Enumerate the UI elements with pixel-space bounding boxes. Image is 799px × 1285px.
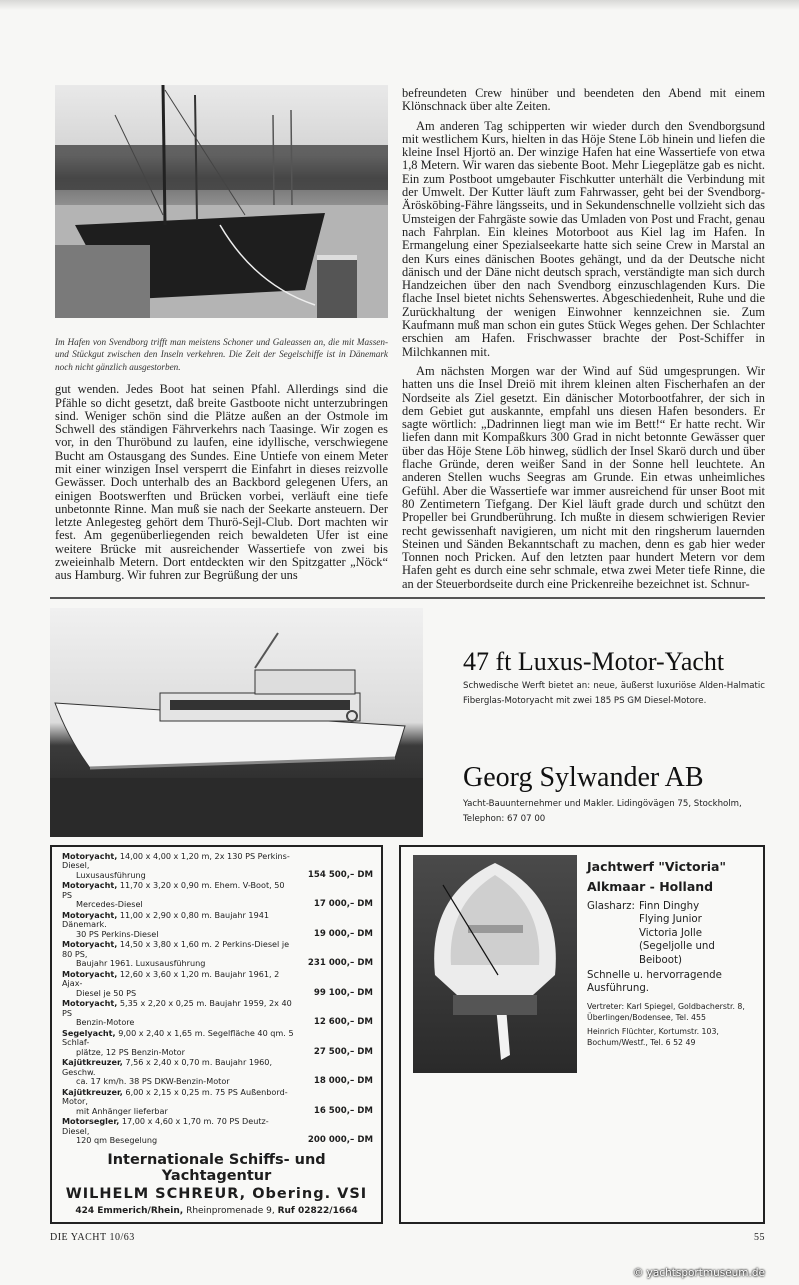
agency-name: Internationale Schiffs- und Yachtagentur [107, 1151, 326, 1184]
representative-1: Vertreter: Karl Spiegel, Goldbacherstr. 8, Überlingen/Bodensee, Tel. 455 [587, 1001, 745, 1023]
article-left-area [50, 85, 388, 583]
dinghy-photo [413, 855, 577, 1073]
glasharz-label: Glasharz: [587, 900, 635, 912]
listing-row [62, 1117, 373, 1146]
watermark: © yachtsportmuseum.de [632, 1266, 765, 1279]
listing-type: Motoryacht, [62, 880, 118, 891]
glasharz-row [587, 900, 753, 967]
listing-specs-cont: mit Anhänger lieferbar [76, 1105, 168, 1116]
listing-specs: 14,00 x 4,00 x 1,20 m, 2x 130 PS Perkins-Diesel, [62, 850, 290, 871]
listing-specs-cont: ca. 17 km/h. 38 PS DKW-Benzin-Motor [76, 1076, 230, 1087]
listing-row [62, 999, 373, 1028]
scan-edge [0, 0, 799, 10]
listing-specs-cont: Benzin-Motore [76, 1017, 135, 1028]
phone-line: Telephon: 67 07 00 [463, 813, 546, 824]
listing-row [62, 1029, 373, 1058]
article-right-column [402, 87, 765, 591]
paragraph: befreundeten Crew hinüber und beendeten den Abend mit einem Klönschnack über alte Zeiten. [402, 86, 765, 114]
listing-price: 200 000,– DM [307, 1135, 373, 1146]
listing-price: 17 000,– DM [313, 899, 373, 910]
listing-description [62, 1029, 301, 1058]
paragraph: Am nächsten Morgen war der Wind auf Süd umgesprungen. Wir hatten uns die Insel Dreiö mit ihrem kleinen alten Fischerhafen an der Nordseite als Ziel gesetzt. Ein dänischer Motorbootfahrer, der sich in dem Gebiet gut auskannte, empfahl uns diesen Hafen besonders. Er sagte wörtlich: „Dadrinnen liegt man wie im Bett!“ Er hatte recht. Wir liefen dann mit Kompaßkurs 300 Grad in nicht betonnte Gewässer quer über das Höje Stene Löb hinweg, südlich der Insel Skarö durch und über flache Gründe, deren weißer Sand in der Sonne hell leuchtete. An anderen Stellen wuchs Seegras am Grunde. Ein etwas unheimliches Gefühl. Aber die Wassertiefe war immer ausreichend für unser Boot mit 80 Zentimetern Tiefgang. Der Kiel läuft grade durch und schützt den Propeller bei Grundberührung. Ich mußte in diesem schwierigen Revier recht gewissenhaft navigieren, um nicht mit den ringsherum lauernden Steinen und Sänden Bekanntschaft zu machen, denn es gab hier weder Tonnen noch Pricken. Auf den letzten paar hundert Metern vor dem Hafen geht es durch eine sehr schmale, etwa zwei Meter tiefe Rinne, die an der Steuerbordseite durch eine Prickenreihe bezeichnet ist. Schnur- [402, 363, 765, 591]
listing-specs: 14,50 x 3,80 x 1,60 m. 2 Perkins-Diesel je 80 PS, [62, 939, 290, 959]
victoria-ad [399, 845, 765, 1224]
representative-2: Heinrich Flüchter, Kortumstr. 103, Bochum/Westf., Tel. 6 52 49 [587, 1026, 719, 1048]
listing-description [62, 911, 301, 940]
article [50, 85, 765, 591]
product-item: Victoria Jolle [638, 927, 703, 939]
listing-price: 27 500,– DM [313, 1046, 373, 1057]
paragraph: gut wenden. Jedes Boot hat seinen Pfahl. Allerdings sind die Pfähle so dicht gesetzt, daß breite Gastboote nicht unterzubringen sind. Weniger schön sind die Plätze außen an der Ostmole im Schwell des ständigen Fährverkehrs nach Taasinge. Wir zogen es vor, in den Thuröbund zu laufen, eine idyllische, verschwiegene Bucht am Ostausgang des Sundes. Eine Untiefe von einem Meter mit einer winzigen Insel versperrt die Einfahrt in dieses reizvolle Gewässer. Doch unterhalb des an Backbord gelegenen Ufers, an einigen Bootswerften und Brücken vorbei, verläuft eine tiefe unbetonnte Rinne. Man muß sie nach der Seekarte ansteuern. Der letzte Anlegesteg gehört dem Thurö-Sejl-Club. Dort machten wir fest. Am gegenüberliegenden reich bewaldeten Ufer ist eine weitere Brücke mit ausreichender Wassertiefe von zwei bis zweieinhalb Metern. Dort entdeckten wir den Spitzgatter „Nöck“ aus Hamburg. Wir fuhren zur Begrüßung der uns [55, 382, 388, 583]
listing-row [62, 970, 373, 999]
sylwander-ad-text [463, 608, 765, 827]
listing-description [62, 970, 301, 999]
paragraph: Am anderen Tag schipperten wir wieder durch den Svendborgsund mit westlichem Kurs, hielten in das Höje Stene Löb hinein und liefen die kleine Insel Hjortö an. Der winzige Hafen hat eine Wassertiefe von etwa 1,8 Metern. Wir waren das siebente Boot. Mehr Liegeplätze gab es nicht. Ein zum Postboot umgebauter Fischkutter unterhält die Verbindung mit der Umwelt. Der Kutter läuft zum Fahrwasser, geht bei der Svendborg-Äröskōbing-Fähre längsseits, und in Sekundenschnelle vollzieht sich das Umsteigen der Fahrgäste sowie das Umladen von Post und Fracht, genau nach Fahrplan. Ein kleines Motorboot aus Kiel lag im Hafen. In Ermangelung einer Spezialseekarte hatte sich seine Crew in Marstal an den Kurs eines dänischen Bootes gehängt, und da der Deutsche nicht dänisch und der Däne nicht deutsch sprach, verständigte man sich durch Handzeichen über den nach Svendborg einzuschlagenden Kurs. Die flache Insel bietet nichts Sehenswertes. Abgeschiedenheit, Ruhe und die Zurückhaltung der wenigen Einwohner kennzeichnen sie. Zum Kaufmann muß man schon ein gutes Stück Weges gehen. Der Schlachter erschien am Hafen. Frischwasser brachte der Post-Schiffer in Milchkannen mit. [402, 118, 765, 359]
listing-specs: 7,56 x 2,40 x 0,70 m. Baujahr 1960, Geschw. [62, 1057, 273, 1077]
listing-row [62, 881, 373, 910]
listing-specs: 11,00 x 2,90 x 0,80 m. Baujahr 1941 Dänemark. [62, 909, 270, 930]
listing-specs-cont: Diesel je 50 PS [76, 987, 137, 998]
article-left-column [55, 383, 388, 582]
product-item: (Segeljolle und [638, 941, 715, 953]
schreur-ad [50, 845, 383, 1224]
listing-row [62, 1088, 373, 1117]
listing-price: 12 600,– DM [313, 1017, 373, 1028]
listing-type: Motorsegler, [62, 1116, 120, 1127]
ad-headline: 47 ft Luxus-Motor-Yacht [463, 646, 725, 676]
listing-description [62, 999, 301, 1028]
listing-description [62, 940, 301, 969]
listing-description [62, 1117, 301, 1146]
product-item: Finn Dinghy [638, 900, 700, 912]
address-city: 424 Emmerich/Rhein, [75, 1205, 184, 1216]
listing-type: Motoryacht, [62, 850, 118, 861]
listing-type: Kajütkreuzer, [62, 1057, 123, 1068]
listing-specs-cont: 120 qm Besegelung [76, 1135, 158, 1146]
listing-row [62, 852, 373, 881]
listing-description [62, 852, 301, 881]
victoria-ad-text [587, 855, 753, 1216]
ad-description: Schwedische Werft bietet an: neue, äußerst luxuriöse Alden-Halmatic Fiberglas-Motoryacht mit zwei 185 PS GM Diesel-Motore. [463, 681, 765, 707]
sylwander-ad [50, 608, 765, 837]
listing-specs: 17,00 x 4,60 x 1,70 m. 70 PS Deutz-Diesel, [62, 1116, 269, 1136]
listing-price: 18 000,– DM [313, 1076, 373, 1087]
product-item: Flying Junior [638, 914, 702, 926]
listing-description [62, 1088, 301, 1117]
motor-yacht-photo [50, 608, 423, 837]
ad-row [50, 845, 765, 1224]
listing-specs-cont: Baujahr 1961. Luxusausführung [76, 958, 206, 969]
listing-row [62, 911, 373, 940]
listing-specs-cont: 30 PS Perkins-Diesel [76, 928, 159, 939]
listing-type: Motoryacht, [62, 998, 118, 1009]
magazine-issue: DIE YACHT 10/63 [50, 1231, 135, 1243]
listing-specs-cont: Luxusausführung [76, 869, 146, 880]
listing-type: Kajütkreuzer, [62, 1086, 123, 1097]
listing-price: 99 100,– DM [313, 987, 373, 998]
listing-price: 154 500,– DM [307, 869, 373, 880]
page-number: 55 [754, 1231, 765, 1243]
listing-specs: 6,00 x 2,15 x 0,25 m. 75 PS Außenbord-Motor, [62, 1086, 288, 1107]
agency-address [52, 1206, 381, 1216]
harbour-photo [55, 85, 388, 318]
listing-type: Motoryacht, [62, 909, 118, 920]
listing-type: Motoryacht, [62, 968, 118, 979]
address-phone: Ruf 02822/1664 [277, 1205, 358, 1216]
listing-type: Motoryacht, [62, 939, 118, 950]
listing-price: 16 500,– DM [313, 1105, 373, 1116]
listing-specs: 5,35 x 2,20 x 0,25 m. Baujahr 1959, 2x 40 PS [62, 998, 292, 1018]
listing-specs: 11,70 x 3,20 x 0,90 m. Ehem. V-Boot, 50 PS [62, 880, 285, 900]
listing-price: 19 000,– DM [313, 928, 373, 939]
photo-caption: Im Hafen von Svendborg trifft man meistens Schoner und Galeassen an, die mit Massen- und Stückgut zwischen den Inseln verkehren. Die Zeit der Segelschiffe ist in Dänemark noch nicht gänzlich ausgestorben. [55, 337, 388, 372]
shipyard-name: Jachtwerf "Victoria" [587, 858, 726, 874]
page-footer [50, 1232, 765, 1243]
company-address [463, 797, 765, 827]
listing-row [62, 940, 373, 969]
shipyard-location: Alkmaar - Holland [587, 878, 714, 894]
listing-specs: 12,60 x 3,60 x 1,20 m. Baujahr 1961, 2 Ajax- [62, 968, 280, 989]
listing-type: Segelyacht, [62, 1027, 116, 1038]
magazine-page [0, 85, 799, 1285]
listing-row [62, 1058, 373, 1087]
listing-specs-cont: Mercedes-Diesel [76, 899, 143, 910]
company-name: Georg Sylwander AB [463, 762, 704, 794]
listing-specs-cont: plätze, 12 PS Benzin-Motor [76, 1046, 185, 1057]
address-line: Yacht-Bauunternehmer und Makler. Lidingövägen 75, Stockholm, [463, 798, 742, 809]
product-list [639, 900, 715, 967]
product-item: Beiboot) [638, 954, 682, 966]
listing-specs: 9,00 x 2,40 x 1,65 m. Segelfläche 40 qm. 5 Schlaf- [62, 1027, 294, 1048]
agent-name: WILHELM SCHREUR, Obering. VSI [65, 1185, 368, 1202]
tagline: Schnelle u. hervorragende Ausführung. [587, 970, 722, 995]
listing-description [62, 1058, 301, 1087]
listing-table [52, 847, 381, 1146]
divider [50, 597, 765, 599]
address-street: Rheinpromenade 9, [186, 1205, 275, 1216]
listing-description [62, 881, 301, 910]
listing-price: 231 000,– DM [307, 958, 373, 969]
